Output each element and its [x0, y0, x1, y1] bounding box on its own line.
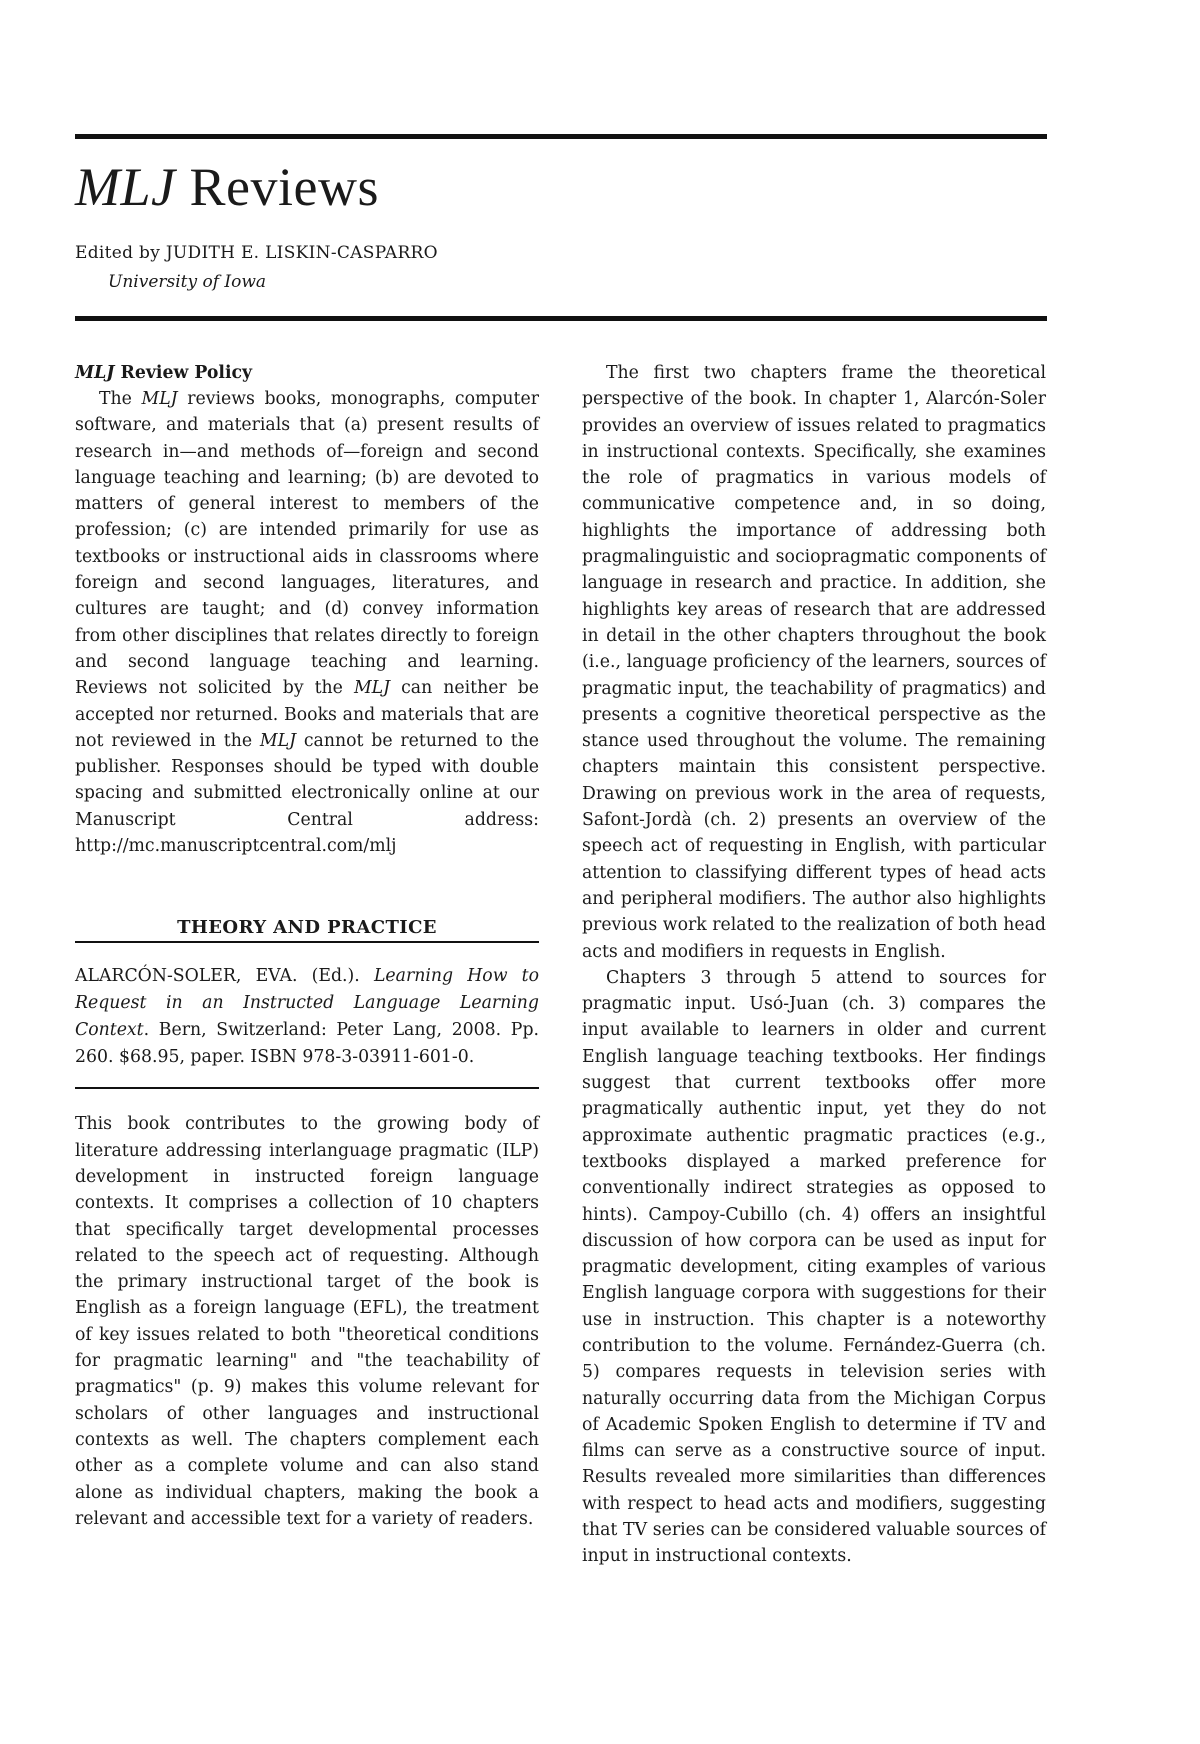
policy-mlj-1: MLJ	[141, 389, 178, 409]
citation-bottom-rule	[75, 1087, 539, 1089]
citation-author: ALARCÓN-SOLER, EVA. (Ed.).	[75, 966, 374, 987]
header-bottom-rule	[75, 316, 1047, 321]
editor-affiliation: University of Iowa	[108, 272, 267, 292]
policy-text-1: The	[99, 389, 142, 409]
policy-paragraph	[75, 386, 539, 859]
policy-heading	[75, 360, 539, 386]
title-rest: Reviews	[175, 157, 379, 217]
editor-line	[75, 243, 438, 263]
page-title	[75, 157, 379, 217]
policy-mlj-2: MLJ	[353, 678, 391, 699]
left-column	[75, 360, 539, 1532]
editor-name: JUDITH E. LISKIN-CASPARRO	[165, 243, 438, 263]
section-heading: THEORY AND PRACTICE	[177, 917, 437, 939]
title-journal-abbrev: MLJ	[75, 157, 176, 217]
right-column	[582, 360, 1046, 1570]
review-paragraph-3: Chapters 3 through 5 attend to sources for pragmatic input. Usó-Juan (ch. 3) compares the input available to learners in older and current English language teaching textbooks. Her findings suggest that current textbooks offer more pragmatically authentic input, yet they do not approximate authentic pragmatic practices (e.g., textbooks displayed a marked preference for conventionally indirect strategies as opposed to hints). Campoy-Cubillo (ch. 4) offers an insightful discussion of how corpora can be used as input for pragmatic development, citing examples of various English language corpora with suggestions for their use in instruction. This chapter is a noteworthy contribution to the volume. Fernández-Guerra (ch. 5) compares requests in television series with naturally occurring data from the Michigan Corpus of Academic Spoken English to determine if TV and films can serve as a constructive source of input. Results revealed more similarities than differences with respect to head acts and modifiers, suggesting that TV series can be considered valuable sources of input in instructional contexts.	[582, 967, 1046, 1567]
review-paragraph-1: This book contributes to the growing body of literature addressing interlanguage pragmatic (ILP) development in instructed foreign language contexts. It comprises a collection of 10 chapters that specifically target developmental processes related to the speech act of requesting. Although the primary instructional target of the book is English as a foreign language (EFL), the treatment of key issues related to both "theoretical conditions for pragmatic learning" and "the teachability of pragmatics" (p. 9) makes this volume relevant for scholars of other languages and instructional contexts as well. The chapters complement each other as a complete volume and can also stand alone as individual chapters, making the book a relevant and accessible text for a variety of readers.	[75, 1114, 539, 1529]
policy-text-2: reviews books, monographs, computer software, and materials that (a) present results of research in—and methods of—foreign and second language teaching and learning; (b) are devoted to matters of general interest to members of the profession; (c) are intended primarily for use as textbooks or instructional aids in classrooms where foreign and second languages, literatures, and cultures are taught; and (d) convey information from other disciplines that relates directly to foreign and second language teaching and learning. Reviews not solicited by the	[75, 389, 539, 699]
edited-by-prefix: Edited by	[75, 243, 166, 263]
policy-text-4: cannot be returned to the publisher. Responses should be typed with double spacing and submitted electronically online at our Manuscript Central address: http://mc.manuscriptcentral.com/mlj	[75, 730, 539, 857]
review-citation	[75, 943, 539, 1087]
citation-details: . Bern, Switzerland: Peter Lang, 2008. Pp. 260. $68.95, paper. ISBN 978-3-03911-601-0.	[75, 1020, 539, 1068]
top-rule	[75, 134, 1047, 139]
policy-mlj-3: MLJ	[259, 730, 297, 751]
policy-heading-mlj: MLJ	[75, 363, 115, 383]
policy-heading-rest: Review Policy	[114, 363, 253, 383]
review-paragraph-2: The first two chapters frame the theoretical perspective of the book. In chapter 1, Alarcón-Soler provides an overview of issues related to pragmatics in instructional contexts. Specifically, she examines the role of pragmatics in various models of communicative competence and, in so doing, highlights the importance of addressing both pragmalinguistic and sociopragmatic components of language in research and practice. In addition, she highlights key areas of research that are addressed in detail in the other chapters throughout the book (i.e., language proficiency of the learners, sources of pragmatic input, the teachability of pragmatics) and presents a cognitive theoretical perspective as the stance used throughout the volume. The remaining chapters maintain this consistent perspective. Drawing on previous work in the area of requests, Safont-Jordà (ch. 2) presents an overview of the speech act of requesting in English, with particular attention to classifying different types of head acts and peripheral modifiers. The author also highlights previous work related to the realization of both head acts and modifiers in requests in English.	[582, 363, 1046, 962]
citation-book-title: Learning How to Request in an Instructed Language Learning Context	[75, 966, 539, 1041]
policy-text-3: can neither be accepted nor returned. Books and materials that are not reviewed in the	[75, 678, 540, 751]
